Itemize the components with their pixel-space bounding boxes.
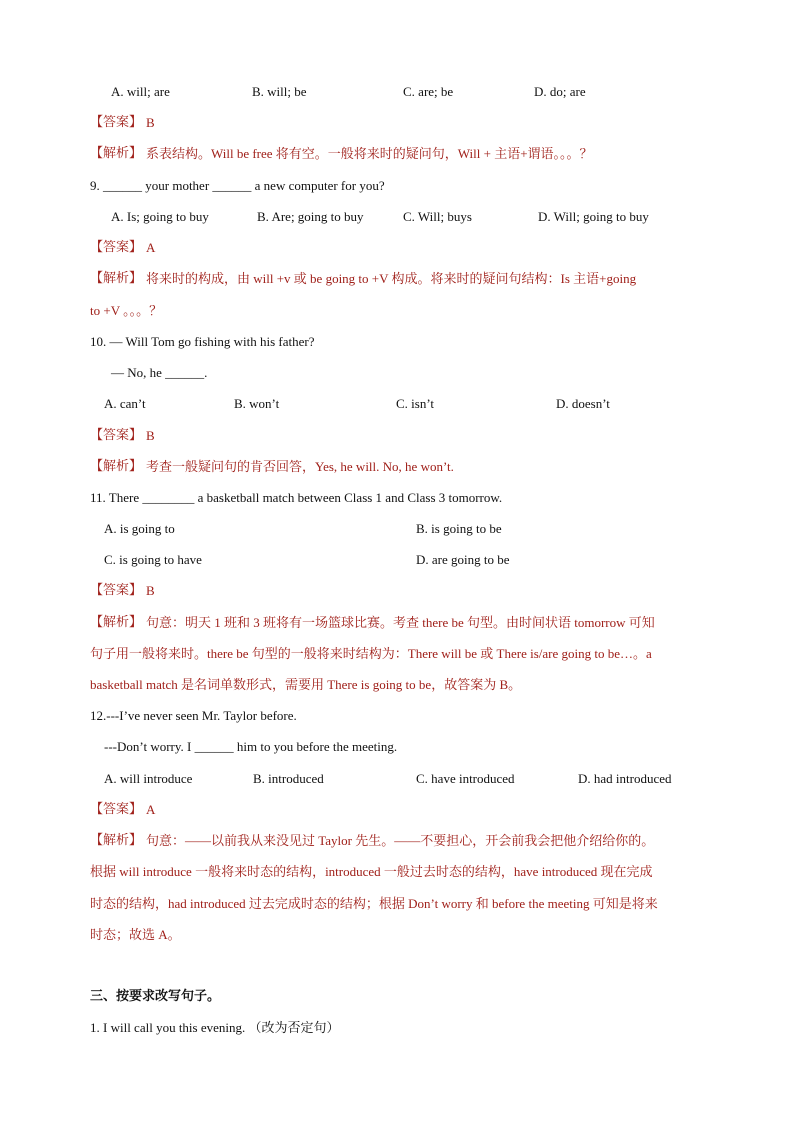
analysis-text: to +V 。。。？ [90, 303, 163, 318]
analysis-text: 将来时的构成，由 will +v 或 be going to +V 构成。将来时的疑问句结构：Is 主语+going [146, 271, 637, 286]
q9-option-a: A. Is; going to buy [111, 209, 209, 224]
rewrite-item: 1. I will call you this evening. （改为否定句） [90, 1020, 340, 1035]
q9-option-d: D. Will; going to buy [538, 209, 649, 224]
q12-option-d: D. had introduced [578, 771, 672, 786]
q12-option-b: B. introduced [253, 771, 324, 786]
answer-value: B [146, 583, 155, 598]
question-stem: 11. There ________ a basketball match between Class 1 and Class 3 tomorrow. [90, 490, 503, 505]
analysis-text: 句意：明天 1 班和 3 班将有一场篮球比赛。考查 there be 句型。由时间状语 tomorrow 可知 [146, 615, 655, 630]
question-stem: 12.---I’ve never seen Mr. Taylor before. [90, 708, 297, 723]
q12-option-a: A. will introduce [104, 771, 193, 786]
dialogue-reply: ---Don’t worry. I ______ him to you before the meeting. [104, 739, 398, 754]
q11-option-b: B. is going to be [416, 521, 502, 536]
answer-value: A [146, 802, 156, 817]
analysis-text: basketball match 是名词单数形式，需要用 There is going to be，故答案为 B。 [90, 677, 522, 692]
answer-value: A [146, 240, 156, 255]
question-stem: 9. ______ your mother ______ a new computer for you? [90, 178, 385, 193]
analysis-text: 系表结构。Will be free 将有空。一般将来时的疑问句，Will + 主语+谓语。。。？ [146, 146, 593, 161]
section-title: 三、按要求改写句子。 [90, 989, 221, 1004]
answer-value: B [146, 428, 155, 443]
analysis-tag: 【解析】 [90, 271, 143, 286]
analysis-tag: 【解析】 [90, 615, 143, 630]
q11-option-a: A. is going to [104, 521, 175, 536]
analysis-text: 句意：——以前我从来没见过 Taylor 先生。——不要担心，开会前我会把他介绍给你的。 [146, 833, 655, 848]
q10-option-d: D. doesn’t [556, 396, 610, 411]
answer-tag: 【答案】 [90, 802, 143, 817]
q8-option-c: C. are; be [403, 84, 454, 99]
q8-option-a: A. will; are [111, 84, 170, 99]
answer-tag: 【答案】 [90, 240, 143, 255]
answer-tag: 【答案】 [90, 428, 143, 443]
analysis-tag: 【解析】 [90, 459, 143, 474]
analysis-text: 根据 will introduce 一般将来时态的结构，introduced 一般过去时态的结构，have introduced 现在完成 [90, 864, 653, 879]
analysis-tag: 【解析】 [90, 833, 143, 848]
analysis-text: 考查一般疑问句的肯否回答，Yes, he will. No, he won’t. [146, 459, 454, 474]
q11-option-d: D. are going to be [416, 552, 510, 567]
q10-option-a: A. can’t [104, 396, 146, 411]
q11-option-c: C. is going to have [104, 552, 202, 567]
q8-option-d: D. do; are [534, 84, 586, 99]
question-stem: 10. — Will Tom go fishing with his father? [90, 334, 315, 349]
q10-option-b: B. won’t [234, 396, 280, 411]
dialogue-reply: — No, he ______. [111, 365, 208, 380]
analysis-text: 句子用一般将来时。there be 句型的一般将来时结构为：There will be 或 There is/are going to be…。a [90, 646, 652, 661]
q8-option-b: B. will; be [252, 84, 307, 99]
answer-tag: 【答案】 [90, 583, 143, 598]
analysis-tag: 【解析】 [90, 146, 143, 161]
analysis-text: 时态的结构，had introduced 过去完成时态的结构；根据 Don’t worry 和 before the meeting 可知是将来 [90, 896, 658, 911]
q12-option-c: C. have introduced [416, 771, 515, 786]
answer-value: B [146, 115, 155, 130]
q9-option-c: C. Will; buys [403, 209, 472, 224]
analysis-text: 时态；故选 A。 [90, 927, 181, 942]
q10-option-c: C. isn’t [396, 396, 435, 411]
answer-tag: 【答案】 [90, 115, 143, 130]
q9-option-b: B. Are; going to buy [257, 209, 364, 224]
